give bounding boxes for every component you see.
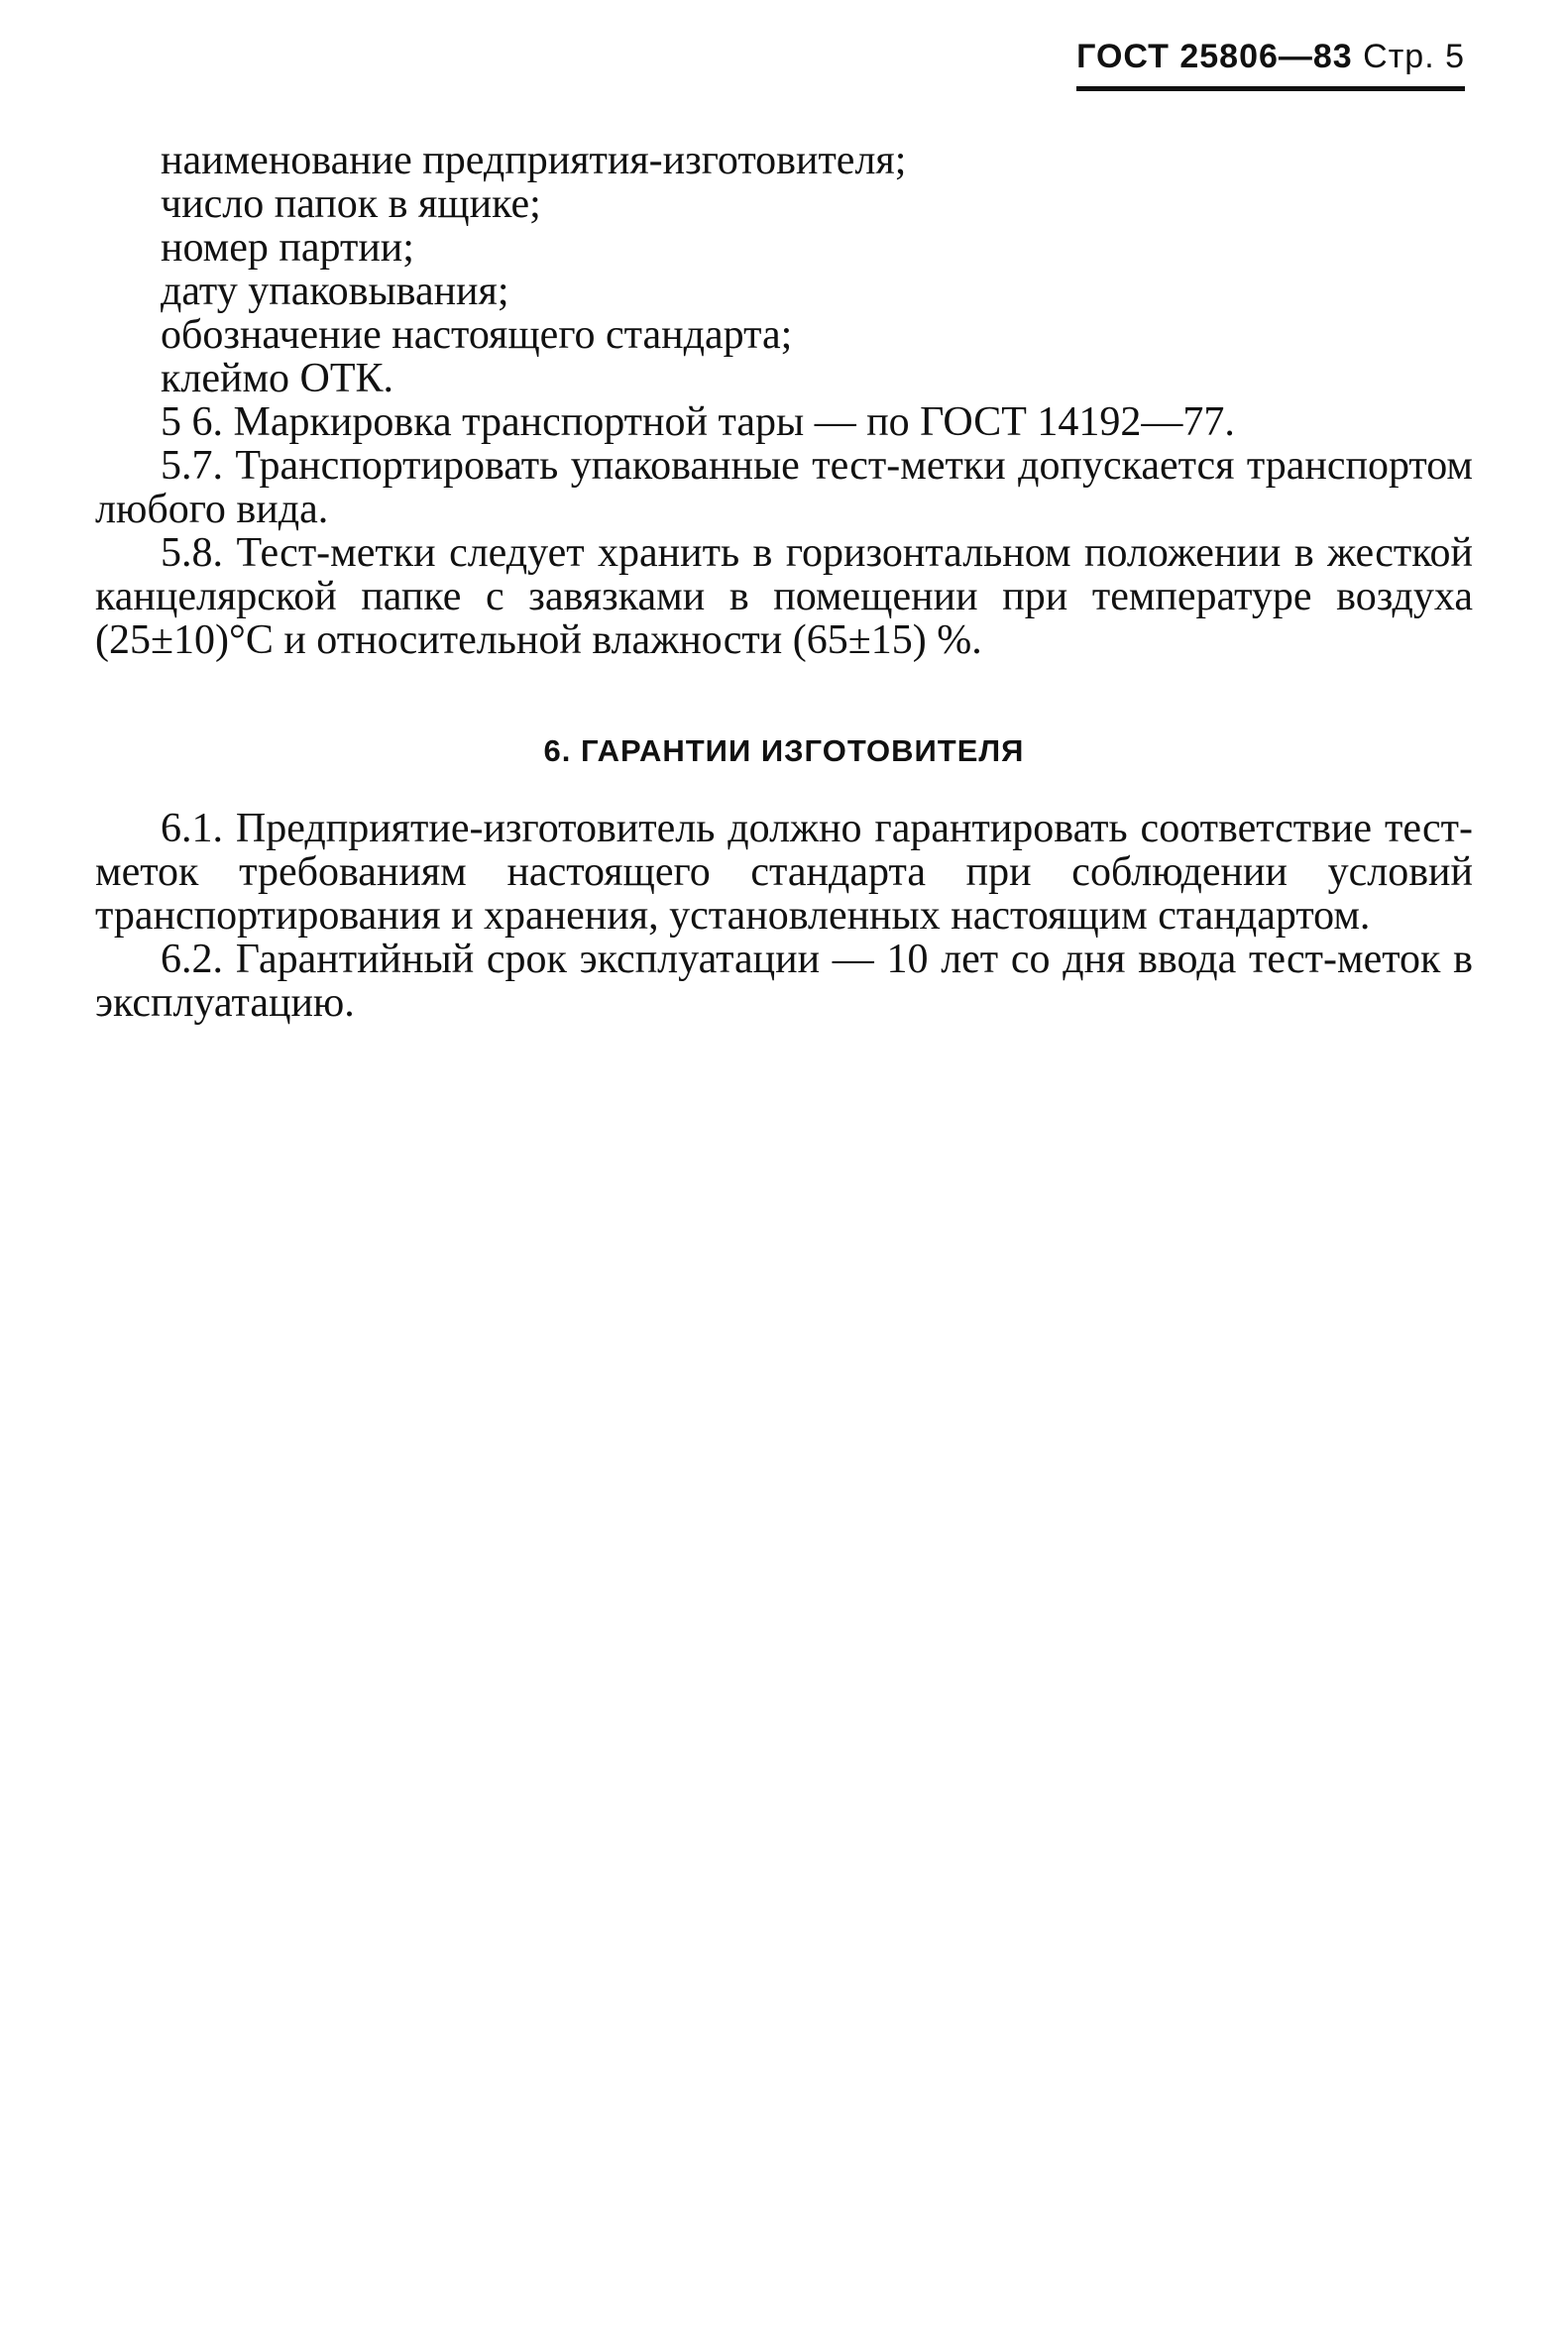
list-item: наименование предприятия-изготовителя; xyxy=(161,138,907,183)
page-header xyxy=(1076,38,1465,91)
list-item: клеймо ОТК. xyxy=(161,356,394,401)
paragraph-5-7: 5.7. Транспортировать упакованные тест-метки допускается транспортом любого вида. xyxy=(95,443,1473,532)
paragraph-6-1: 6.1. Предприятие-изготовитель должно гарантировать соответствие тест-меток требованиям настоящего стандарта при соблюдении условий транспортирования и хранения, установленных настоящим стандартом. xyxy=(95,806,1473,939)
paragraph-5-6: 5 6. Маркировка транспортной тары — по ГОСТ 14192—77. xyxy=(161,399,1235,445)
document-body xyxy=(95,139,1473,1025)
marking-list xyxy=(95,139,1473,400)
paragraph-5-8: 5.8. Тест-метки следует хранить в горизонтальном положении в жесткой канцелярской папке с завязками в помещении при температуре воздуха (25±10)°С и относительной влажности (65±15) %. xyxy=(95,530,1473,663)
list-item: дату упаковывания; xyxy=(161,269,509,314)
section-6-heading: 6. ГАРАНТИИ ИЗГОТОВИТЕЛЯ xyxy=(543,733,1025,768)
list-item: обозначение настоящего стандарта; xyxy=(161,312,793,358)
paragraph-6-2: 6.2. Гарантийный срок эксплуатации — 10 лет со дня ввода тест-меток в эксплуатацию. xyxy=(95,937,1473,1026)
list-item: число папок в ящике; xyxy=(161,181,541,227)
page-number: Стр. 5 xyxy=(1363,38,1465,75)
standard-number: ГОСТ 25806—83 xyxy=(1076,38,1353,75)
list-item: номер партии; xyxy=(161,225,414,271)
